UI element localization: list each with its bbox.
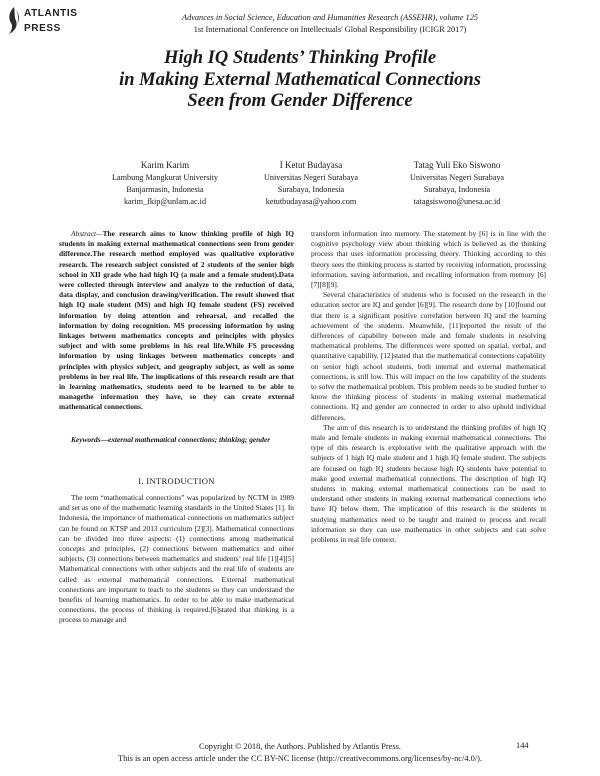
title-line-2: in Making External Mathematical Connections (119, 69, 481, 90)
introduction-right-column (311, 229, 546, 545)
logo-line-2: PRESS (24, 23, 61, 34)
author-city: Surabaya, Indonesia (277, 185, 345, 194)
author-email: ketutbudayasa@yahoo.com (265, 197, 357, 206)
abstract-text: The research aims to know thinking profile of high IQ students in making external mathematical connections seen from gender difference.The research method employed was qualitative explorative research. The research subject consisted of 2 students of the senior high school in XII grade who had high IQ (a male and a female student).Data were collected through interview and analyze to the reduction of data, data display, and conclusion drawing/verification. The result showed that high IQ male student (MS) and high IQ female student (FS) received information by doing attention and rehearsal, and recalled the information by doing recognition. MS processing information by using linkages between mathematics concepts and principles with physics subject and with some problems in his real life.While FS processing information by using linkages between mathematics concepts and principles with physics subject, and geography subject, as well as some problems in her real life. The implications of this research result are that in learning mathematics, students need to be learned to be able to managethe information they have, so they can create external mathematical connections. (59, 229, 294, 412)
right-paragraph-1: transform information into memory. The statement by [6] is in line with the cognitive psychology view about thinking which is believed as the thinking process that uses information processing theory. Thinking according to this theory sees the thinking process is started by receiving information, processing information, saving information, and recalling information from memory [6][7][8][9]. (311, 229, 546, 290)
author-name: Karim Karim (140, 160, 190, 170)
keywords (59, 435, 294, 445)
footer-copyright: Copyright © 2018, the Authors. Published by Atlantis Press. (198, 742, 402, 751)
page-number: 144 (516, 741, 529, 750)
author-city: Banjarmasin, Indonesia (126, 185, 204, 194)
paper-title (30, 48, 570, 113)
intro-paragraph-1: The term “mathematical connections” was popularized by NCTM in 1989 and set as one of the mathematic learning standards in the United States [1]. In Indonesia, the importance of mathematical connections on mathematics subject can be found on KTSP and 2013 curriculum [2][3]. Mathematical connections can be divided into three aspects: (1) connections among mathematical concepts and principles, (2) connections between mathematics and other subjects, (3) connections between mathematics and students’ real life [1][4][5] Mathematical connections with other subjects and the real life of students are called as external mathematical connections. External mathematical connections are important to teach to the students so they can understand the benefits of learning mathematics. In order to be able to make mathematical connections, the process of thinking is required.[6]stated that thinking is a process to manage and (59, 493, 294, 625)
author-affiliation: Lambung Mangkurat University (112, 173, 218, 182)
author-3 (367, 159, 547, 208)
title-line-3: Seen from Gender Difference (187, 91, 413, 111)
author-city: Surabaya, Indonesia (423, 185, 491, 194)
abstract (59, 229, 294, 413)
keywords-text: Keywords—external mathematical connections; thinking; gender (71, 435, 271, 444)
author-email: tatagsiswono@unesa.ac.id (413, 197, 501, 206)
section-heading-introduction: I. INTRODUCTION (138, 476, 215, 486)
author-affiliation: Universitas Negeri Surabaya (409, 173, 505, 182)
right-paragraph-2: Several characteristics of students who is focused on the research in the education sector are IQ and gender [6][9]. The research done by [10]found out that there is a significant positive correlation between IQ and the learning achievement of the students. Meanwhile, [11]reported the result of the differences of capability between male and female students in resolving mathematical problems. The differences were spotted on spatial, verbal, and quantitative capability. [12]stated that the mathematical connections capability on senior high school students, both internal and external mathematical connections, is still low. This will impact on the low capability of the students to solve the mathematical problem. This problem needs to be studied further to know the thinking process of students in making external mathematical connections. IQ and gender are connected in order to also uphold individual differences. (311, 290, 546, 422)
right-paragraph-3: The aim of this research is to understand the thinking profiles of high IQ male and female students in making external mathematical connections. The type of this research is explorative with the qualitative approach with the subjects of 1 high IQ male student and 1 high IQ female student. The subjects are focused on high IQ students because high IQ students have potential to make good external mathematical connections. The description of high IQ students in making external mathematical connections can be used to understand other students in making external mathematical connections who have IQ below them. The implication of this research is the students in studying mathematics need to be taught and trained to process and recall information so they can use mathematics in other subjects and can solve problems in real life context. (311, 422, 546, 545)
author-name: Tatag Yuli Eko Siswono (413, 160, 501, 170)
abstract-lead: Abstract— (71, 229, 103, 238)
logo-line-1: ATLANTIS (24, 8, 78, 19)
journal-header: Advances in Social Science, Education and Humanities Research (ASSEHR), volume 125 (182, 13, 478, 22)
introduction-left-column (59, 493, 294, 626)
publisher-logo (6, 4, 106, 40)
title-line-1: High IQ Students’ Thinking Profile (163, 48, 437, 68)
author-affiliation: Universitas Negeri Surabaya (263, 173, 359, 182)
conference-header: 1st International Conference on Intellectuals' Global Responsibility (ICIGR 2017) (193, 25, 467, 34)
footer-license: This is an open access article under the CC BY-NC license (http://creativecommons.org/licenses/by-nc/4.0/). (117, 754, 483, 763)
atlantis-press-logo-icon (6, 6, 22, 36)
author-email: karim_fkip@unlam.ac.id (123, 197, 207, 206)
author-name: I Ketut Budayasa (279, 160, 343, 170)
